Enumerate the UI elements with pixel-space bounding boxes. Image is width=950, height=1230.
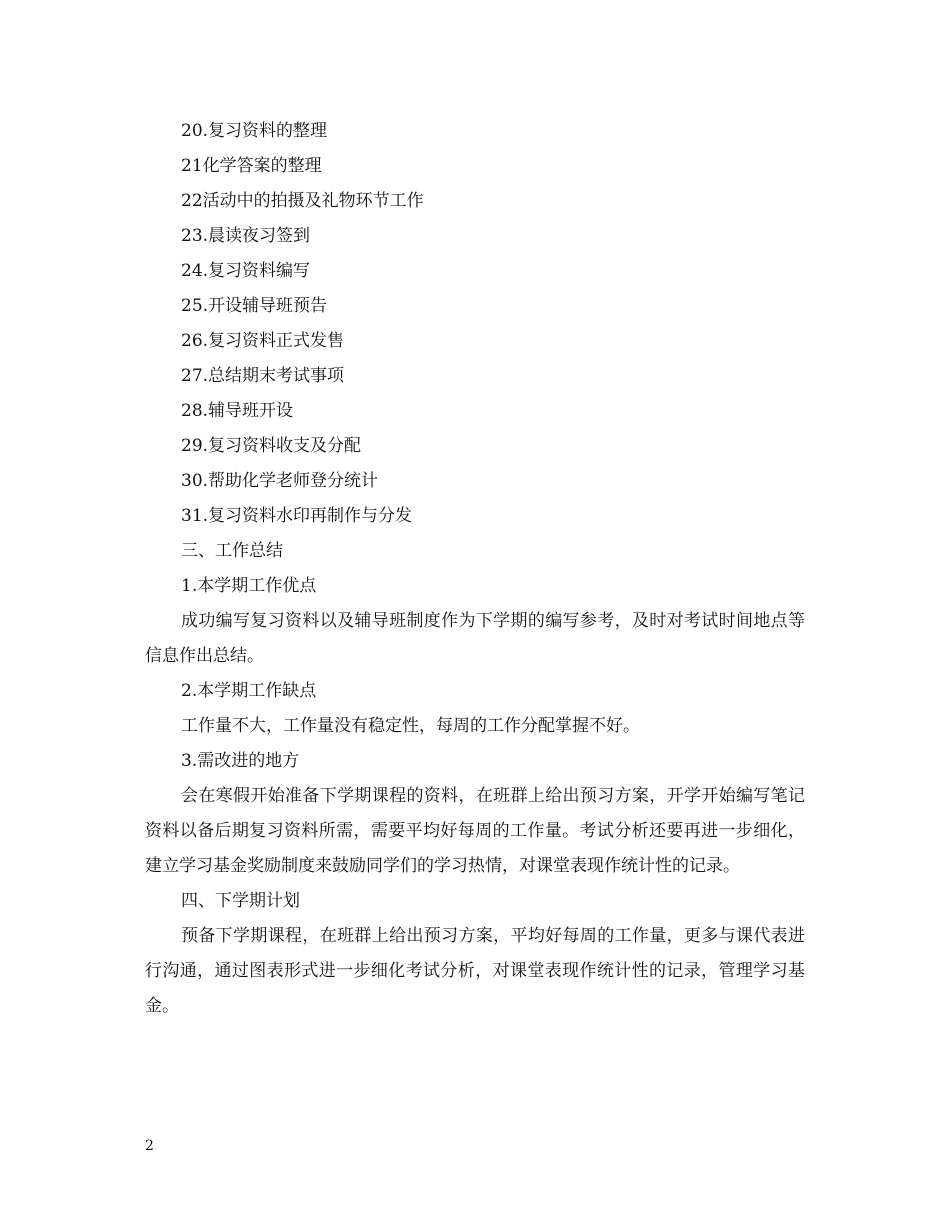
paragraph-strengths: 成功编写复习资料以及辅导班制度作为下学期的编写参考，及时对考试时间地点等信息作出总结。 [145,611,805,666]
section-heading-work-summary: 三、工作总结 [181,541,283,561]
list-item: 21化学答案的整理 [181,156,322,176]
paragraph-weaknesses: 工作量不大，工作量没有稳定性，每周的工作分配掌握不好。 [181,716,640,736]
subheading-improvements: 3.需改进的地方 [181,751,300,771]
list-item: 24.复习资料编写 [181,261,311,281]
list-item: 23.晨读夜习签到 [181,226,311,246]
list-item: 25.开设辅导班预告 [181,296,328,316]
list-item: 20.复习资料的整理 [181,121,328,141]
list-item: 26.复习资料正式发售 [181,331,345,351]
list-item: 27.总结期末考试事项 [181,366,345,386]
subheading-weaknesses: 2.本学期工作缺点 [181,681,317,701]
paragraph-improvements: 会在寒假开始准备下学期课程的资料，在班群上给出预习方案，开学开始编写笔记资料以备后期复习资料所需，需要平均好每周的工作量。考试分析还要再进一步细化，建立学习基金奖励制度来鼓励同学们的学习热情，对课堂表现作统计性的记录。 [145,786,805,876]
list-item: 30.帮助化学老师登分统计 [181,471,379,491]
list-item: 29.复习资料收支及分配 [181,436,362,456]
subheading-strengths: 1.本学期工作优点 [181,576,317,596]
list-item: 31.复习资料水印再制作与分发 [181,506,413,526]
document-body [145,114,805,1024]
list-item: 22活动中的拍摄及礼物环节工作 [181,191,424,211]
paragraph-next-term-plan: 预备下学期课程，在班群上给出预习方案，平均好每周的工作量，更多与课代表进行沟通，通过图表形式进一步细化考试分析，对课堂表现作统计性的记录，管理学习基金。 [145,926,805,1016]
page-number: 2 [145,1138,154,1154]
list-item: 28.辅导班开设 [181,401,294,421]
section-heading-next-term-plan: 四、下学期计划 [181,891,300,911]
